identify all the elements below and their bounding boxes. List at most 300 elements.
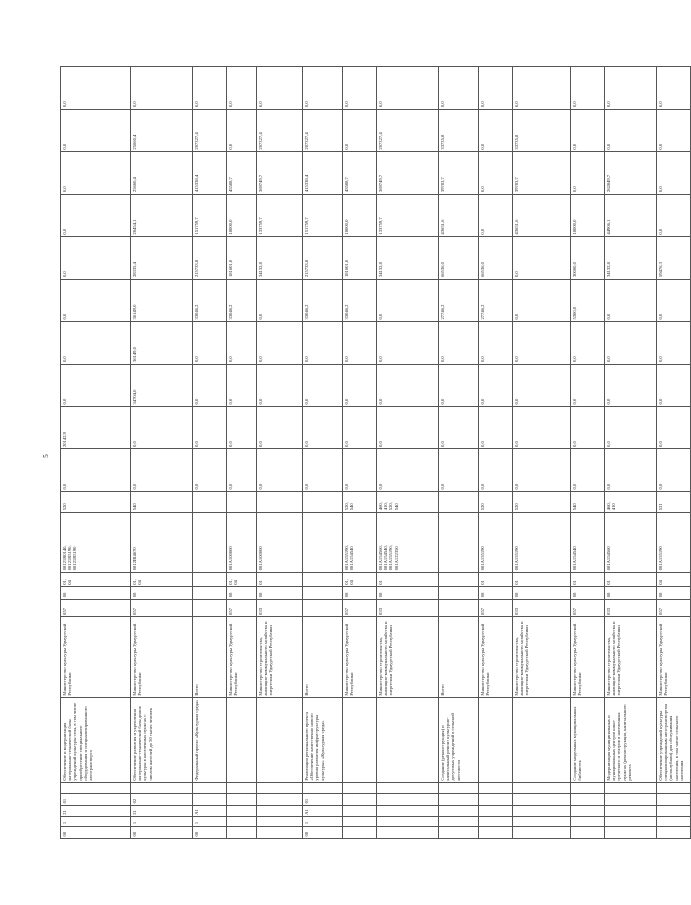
table-cell — [61, 783, 131, 794]
table-cell: 0,0 — [657, 152, 691, 194]
table-cell: 18000,0 — [571, 194, 605, 236]
table-cell: 43651,6 — [513, 194, 571, 236]
table-cell — [439, 491, 479, 512]
table-cell: Всего — [303, 617, 343, 698]
table-cell — [193, 491, 227, 512]
table-cell — [227, 783, 257, 794]
table-cell: 08 — [479, 587, 513, 599]
table-cell: 0,0 — [257, 322, 303, 364]
table-cell: Обеспечение учреждений культуры специализированным автотранспортом (автоклубами) для обслуживания населения, в том числе сельского населения — [657, 698, 691, 783]
table-cell: 0,0 — [513, 279, 571, 321]
table-cell: 34132,8 — [605, 237, 657, 279]
table-cell: 08 — [227, 587, 257, 599]
table-cell: 0,0 — [605, 67, 657, 110]
table-cell: 5300,0 — [571, 279, 605, 321]
table-cell: 0,0 — [61, 109, 131, 151]
table-cell: 0,0 — [257, 407, 303, 449]
table-row — [605, 67, 657, 839]
table-cell: 1 — [61, 817, 131, 826]
table-cell: 0,0 — [657, 407, 691, 449]
table-cell: 0,0 — [131, 67, 193, 110]
table-cell: 081A155190, 081A154540 — [343, 512, 377, 572]
table-cell — [257, 783, 303, 794]
table-cell: 33046,2 — [193, 279, 227, 321]
table-cell: 66536,0 — [479, 237, 513, 279]
table-cell: 27746,2 — [479, 279, 513, 321]
table-cell: 21 — [61, 805, 131, 816]
table-cell — [657, 817, 691, 826]
table-cell: 08 — [513, 587, 571, 599]
table-cell: Министерство культуры Удмуртской Республики — [227, 617, 257, 698]
table-cell: 0,0 — [479, 152, 513, 194]
table-cell — [513, 826, 571, 838]
table-cell: Министерство строительства, жилищно-коммунального хозяйства и энергетики Удмуртской Республики — [605, 617, 657, 698]
table-cell: 521 — [657, 491, 691, 512]
table-cell — [227, 794, 257, 805]
table-cell — [571, 783, 605, 794]
table-cell: 0,0 — [257, 449, 303, 491]
table-cell: 0,0 — [513, 67, 571, 110]
table-cell: 0,0 — [227, 364, 257, 406]
table-cell — [571, 805, 605, 816]
table-cell: 369749,7 — [377, 152, 439, 194]
table-cell — [439, 512, 479, 572]
table-cell: 33735,8 — [439, 109, 479, 151]
table-cell: 39783,7 — [439, 152, 479, 194]
table-cell: 460, 410, 520, 540 — [377, 491, 439, 512]
table-cell: 0,0 — [193, 449, 227, 491]
table-cell: Министерство культуры Удмуртской Республики — [131, 617, 193, 698]
table-cell: 36149,0 — [131, 322, 193, 364]
table-cell: 0,0 — [513, 322, 571, 364]
table-cell: 34132,8 — [377, 237, 439, 279]
table-cell — [571, 826, 605, 838]
table-cell: 857 — [343, 599, 377, 617]
table-cell: 28335,4 — [131, 237, 193, 279]
table-cell: 0,0 — [571, 322, 605, 364]
table-cell: 0,0 — [61, 279, 131, 321]
table-cell: 0,0 — [303, 322, 343, 364]
table-cell — [657, 805, 691, 816]
table-cell: 0,0 — [193, 407, 227, 449]
table-cell: 520 — [479, 491, 513, 512]
table-cell: Обеспечение и модернизация материально-технической базы учреждений культуры села, в том числе приобретение специального оборудования и специализированного автотранспорта — [61, 698, 131, 783]
table-cell: 0,0 — [227, 67, 257, 110]
table-cell: 08 — [257, 587, 303, 599]
table-cell: 833 — [605, 599, 657, 617]
table-cell: 01 — [479, 572, 513, 587]
table-cell: 0,0 — [479, 194, 513, 236]
table-cell: 0,0 — [303, 364, 343, 406]
table-cell: 33046,2 — [343, 279, 377, 321]
table-cell — [479, 817, 513, 826]
table-cell: 0,0 — [479, 109, 513, 151]
table-cell: 207327,4 — [303, 109, 343, 151]
table-cell: 0,0 — [657, 449, 691, 491]
table-cell — [303, 572, 343, 587]
table-cell — [605, 817, 657, 826]
table-cell: 0,0 — [61, 152, 131, 194]
table-cell: 0,0 — [571, 364, 605, 406]
table-cell: 0,0 — [479, 407, 513, 449]
table-cell — [439, 599, 479, 617]
table-cell: 857 — [61, 599, 131, 617]
table-cell: 857 — [571, 599, 605, 617]
table-cell: 0,0 — [513, 237, 571, 279]
table-row — [513, 67, 571, 839]
table-cell: 0,0 — [513, 364, 571, 406]
table-cell: 43651,6 — [439, 194, 479, 236]
table-cell: 0,0 — [377, 364, 439, 406]
table-cell: 0,0 — [61, 364, 131, 406]
table-row — [61, 67, 131, 839]
table-cell: 0,0 — [571, 449, 605, 491]
table-cell: Министерство строительства, жилищно-коммунального хозяйства и энергетики Удмуртской Республики — [377, 617, 439, 698]
table-cell: A1 — [303, 805, 343, 816]
table-cell — [227, 805, 257, 816]
table-cell — [377, 783, 439, 794]
table-cell: 0,0 — [131, 407, 193, 449]
table-cell — [605, 794, 657, 805]
table-cell: 0,0 — [657, 194, 691, 236]
table-cell: 0,0 — [605, 364, 657, 406]
table-cell: Федеральный проект «Культурная среда» — [193, 698, 227, 783]
table-cell — [439, 817, 479, 826]
table-cell — [257, 794, 303, 805]
table-cell: 44906,1 — [605, 194, 657, 236]
table-cell: 207327,4 — [193, 109, 227, 151]
table-cell: 08 — [571, 587, 605, 599]
table-cell: Министерство культуры Удмуртской Республики — [343, 617, 377, 698]
table-cell — [513, 698, 571, 783]
table-cell: 08121R0140, 08121R5190, 08121R5190 — [61, 512, 131, 572]
table-cell: 0,0 — [227, 407, 257, 449]
table-cell: 21 — [131, 805, 193, 816]
table-cell — [193, 587, 227, 599]
table-cell — [193, 599, 227, 617]
table-cell: 0,0 — [303, 67, 343, 110]
table-cell: 0,0 — [227, 322, 257, 364]
table-cell: 18000,0 — [227, 194, 257, 236]
table-cell: 33046,2 — [303, 279, 343, 321]
table-cell: 0,0 — [257, 364, 303, 406]
table-row — [479, 67, 513, 839]
table-cell: 0,0 — [377, 322, 439, 364]
table-cell: 181601,0 — [227, 237, 257, 279]
table-cell: 857 — [131, 599, 193, 617]
table-row — [303, 67, 343, 839]
table-cell — [439, 587, 479, 599]
table-cell: 081A100000 — [227, 512, 257, 572]
table-cell — [479, 698, 513, 783]
table-cell — [257, 491, 303, 512]
table-cell — [343, 783, 377, 794]
table-cell — [513, 783, 571, 794]
table-cell: 0,0 — [61, 67, 131, 110]
table-cell — [193, 794, 227, 805]
table-cell: 28454,1 — [131, 194, 193, 236]
table-cell: 01, 04 — [131, 572, 193, 587]
table-cell: 0,0 — [61, 194, 131, 236]
table-cell — [343, 698, 377, 783]
table-cell: 0,0 — [303, 407, 343, 449]
table-cell: 30000,0 — [571, 237, 605, 279]
table-cell: 369749,7 — [257, 152, 303, 194]
table-cell: 08 — [61, 826, 131, 838]
table-cell — [227, 826, 257, 838]
table-cell: 0,0 — [571, 109, 605, 151]
table-cell — [571, 794, 605, 805]
table-cell: 151759,7 — [303, 194, 343, 236]
table-cell — [257, 805, 303, 816]
table-cell: 0,0 — [343, 322, 377, 364]
table-cell — [257, 698, 303, 783]
table-cell: 0,0 — [657, 364, 691, 406]
table-cell: 081A155190 — [513, 512, 571, 572]
table-cell — [343, 826, 377, 838]
table-cell: 0,0 — [479, 449, 513, 491]
table-cell: 833 — [513, 599, 571, 617]
table-cell — [439, 826, 479, 838]
table-cell: 0,0 — [61, 237, 131, 279]
table-cell: 0,0 — [605, 322, 657, 364]
table-cell: Всего — [439, 617, 479, 698]
table-cell: 833 — [377, 599, 439, 617]
table-cell — [605, 826, 657, 838]
table-cell: 20142,9 — [61, 407, 131, 449]
table-cell: 0,0 — [513, 449, 571, 491]
table-cell: 0,0 — [605, 449, 657, 491]
table-cell: 08 — [657, 587, 691, 599]
table-cell: 01 — [605, 572, 657, 587]
table-cell: 08 — [605, 587, 657, 599]
table-cell: 01, 04 — [343, 572, 377, 587]
table-cell — [377, 826, 439, 838]
table-cell: 0,0 — [343, 67, 377, 110]
table-cell: 1 — [193, 817, 227, 826]
table-cell: 34704,0 — [131, 364, 193, 406]
table-cell — [513, 794, 571, 805]
table-cell — [227, 698, 257, 783]
table-row — [571, 67, 605, 839]
table-row — [657, 67, 691, 839]
table-cell: 01 — [513, 572, 571, 587]
table-cell — [513, 817, 571, 826]
table-cell — [131, 783, 193, 794]
table-cell — [439, 783, 479, 794]
page-number: 5 — [41, 454, 50, 458]
table-cell: 081A155190 — [657, 512, 691, 572]
table-cell — [257, 817, 303, 826]
table-cell: 262849,7 — [605, 152, 657, 194]
table-cell: 0,0 — [439, 407, 479, 449]
table-cell: Министерство культуры Удмуртской Республики — [61, 617, 131, 698]
table-cell: Реализация регионального проекта «Обеспечение качественно нового уровня развития инфраструктуры культуры» «Культурная среда» — [303, 698, 343, 783]
table-cell: Модернизация муниципальных и муниципальных центров кино-греческого и театров в населенных пунктах (реконструкция, капитального ремонта — [605, 698, 657, 783]
table-cell — [343, 817, 377, 826]
table-cell: 33046,2 — [227, 279, 257, 321]
table-cell: 1 — [303, 817, 343, 826]
table-cell: 25660,4 — [131, 152, 193, 194]
table-cell — [193, 572, 227, 587]
table-cell: 25660,4 — [131, 109, 193, 151]
table-cell — [193, 783, 227, 794]
table-row — [193, 67, 227, 839]
table-cell: Создание модельных муниципальных библиотек — [571, 698, 605, 783]
table-cell — [343, 794, 377, 805]
table-cell: 520 — [61, 491, 131, 512]
table-cell: 0,0 — [343, 449, 377, 491]
table-cell: 207327,4 — [377, 109, 439, 151]
table-cell — [303, 599, 343, 617]
table-cell — [605, 805, 657, 816]
table-cell: 133759,7 — [257, 194, 303, 236]
table-cell: 151759,7 — [193, 194, 227, 236]
table-cell — [657, 783, 691, 794]
table-cell — [479, 805, 513, 816]
table-cell: 520, 540 — [343, 491, 377, 512]
table-cell: 207327,4 — [257, 109, 303, 151]
table-cell: 08 — [303, 826, 343, 838]
table-cell — [227, 491, 257, 512]
table-cell — [377, 805, 439, 816]
table-row — [377, 67, 439, 839]
table-cell: 39783,7 — [513, 152, 571, 194]
table-cell: 0,0 — [657, 279, 691, 321]
table-cell: 0,0 — [439, 67, 479, 110]
table-cell: 0,0 — [605, 109, 657, 151]
table-cell — [513, 805, 571, 816]
table-cell: 0,0 — [377, 279, 439, 321]
table-cell: 1 — [131, 817, 193, 826]
table-cell: 36149,0 — [131, 279, 193, 321]
table-cell: 0,0 — [605, 279, 657, 321]
table-cell — [605, 783, 657, 794]
table-cell: 0,0 — [61, 322, 131, 364]
table-cell: 081A154560 — [605, 512, 657, 572]
table-cell: 66536,0 — [439, 237, 479, 279]
table-cell: 181601,0 — [343, 237, 377, 279]
table-cell: 081A100000 — [257, 512, 303, 572]
table-cell: Министерство строительства, жилищно-коммунального хозяйства и энергетики Удмуртской Республики — [513, 617, 571, 698]
table-cell: 0,0 — [377, 67, 439, 110]
table-cell: 0,0 — [257, 67, 303, 110]
table-cell: 215733,8 — [193, 237, 227, 279]
table-cell: 08 — [193, 826, 227, 838]
table-cell: 0,0 — [227, 449, 257, 491]
table-cell: 59476,3 — [657, 237, 691, 279]
table-cell: 45588,7 — [227, 152, 257, 194]
table-cell: 33735,8 — [513, 109, 571, 151]
table-cell — [479, 783, 513, 794]
table-cell: 01 — [257, 572, 303, 587]
table-cell: 18000,0 — [343, 194, 377, 236]
table-row — [131, 67, 193, 839]
table-cell: Всего — [193, 617, 227, 698]
table-cell: 01 — [377, 572, 439, 587]
table-cell: 0,0 — [377, 407, 439, 449]
table-cell — [303, 587, 343, 599]
table-cell: 0,0 — [257, 279, 303, 321]
table-cell: 0,0 — [61, 449, 131, 491]
table-cell: 081A154560, 081A154540, 081A155190, 081A122350 — [377, 512, 439, 572]
table-cell: 0,0 — [657, 109, 691, 151]
table-cell: 0,0 — [303, 449, 343, 491]
table-cell — [479, 794, 513, 805]
table-cell: 0,0 — [193, 364, 227, 406]
table-cell — [257, 826, 303, 838]
table-cell: 133759,7 — [377, 194, 439, 236]
table-cell — [439, 794, 479, 805]
table-cell: Министерство строительства, жилищно-коммунального хозяйства и энергетики Удмуртской Республики — [257, 617, 303, 698]
table-cell: 520 — [513, 491, 571, 512]
table-cell: 08 — [131, 826, 193, 838]
table-cell — [479, 826, 513, 838]
budget-table — [60, 66, 691, 839]
table-cell: 08 — [377, 587, 439, 599]
table-cell: 081A155190 — [479, 512, 513, 572]
table-cell: 01, 04 — [227, 572, 257, 587]
table-cell — [303, 491, 343, 512]
table-cell: 08 — [131, 587, 193, 599]
table-cell: 0,0 — [439, 449, 479, 491]
table-cell: Министерство культуры Удмуртской Республики — [571, 617, 605, 698]
table-cell: 0,0 — [479, 322, 513, 364]
table-cell: 460, 410 — [605, 491, 657, 512]
rotated-table-container — [60, 66, 684, 839]
table-row — [227, 67, 257, 839]
table-cell — [303, 783, 343, 794]
table-cell: 0,0 — [479, 67, 513, 110]
table-cell: 45588,7 — [343, 152, 377, 194]
table-cell: Министерство культуры Удмуртской Республики — [479, 617, 513, 698]
table-cell: 081A154540 — [571, 512, 605, 572]
table-cell — [657, 794, 691, 805]
table-cell: 34132,8 — [257, 237, 303, 279]
table-cell: A1 — [193, 805, 227, 816]
table-cell: 0,0 — [513, 407, 571, 449]
table-cell — [377, 817, 439, 826]
table-cell: 857 — [227, 599, 257, 617]
table-cell: 01 — [61, 794, 131, 805]
table-cell: 857 — [657, 599, 691, 617]
table-cell: 0,0 — [571, 152, 605, 194]
table-cell: Министерство культуры Удмуртской Республики — [657, 617, 691, 698]
table-cell: 02 — [131, 794, 193, 805]
table-cell: 540 — [571, 491, 605, 512]
table-cell: 0,0 — [193, 67, 227, 110]
table-cell: 0,0 — [439, 322, 479, 364]
table-cell — [657, 826, 691, 838]
table-cell: 08 — [61, 587, 131, 599]
table-cell: 857 — [479, 599, 513, 617]
table-body — [61, 67, 691, 839]
table-cell: 0,0 — [227, 109, 257, 151]
table-cell: 833 — [257, 599, 303, 617]
table-cell — [193, 512, 227, 572]
table-cell: 01 — [571, 572, 605, 587]
table-cell: 0,0 — [131, 449, 193, 491]
table-cell: 0812IR4670 — [131, 512, 193, 572]
table-cell: 27746,2 — [439, 279, 479, 321]
table-cell: 415338,4 — [303, 152, 343, 194]
table-cell: 0,0 — [605, 407, 657, 449]
table-cell: 215733,8 — [303, 237, 343, 279]
table-cell: 01, 04 — [61, 572, 131, 587]
table-cell: 0,0 — [571, 407, 605, 449]
table-cell: 04 — [657, 572, 691, 587]
table-cell: 0,0 — [571, 67, 605, 110]
